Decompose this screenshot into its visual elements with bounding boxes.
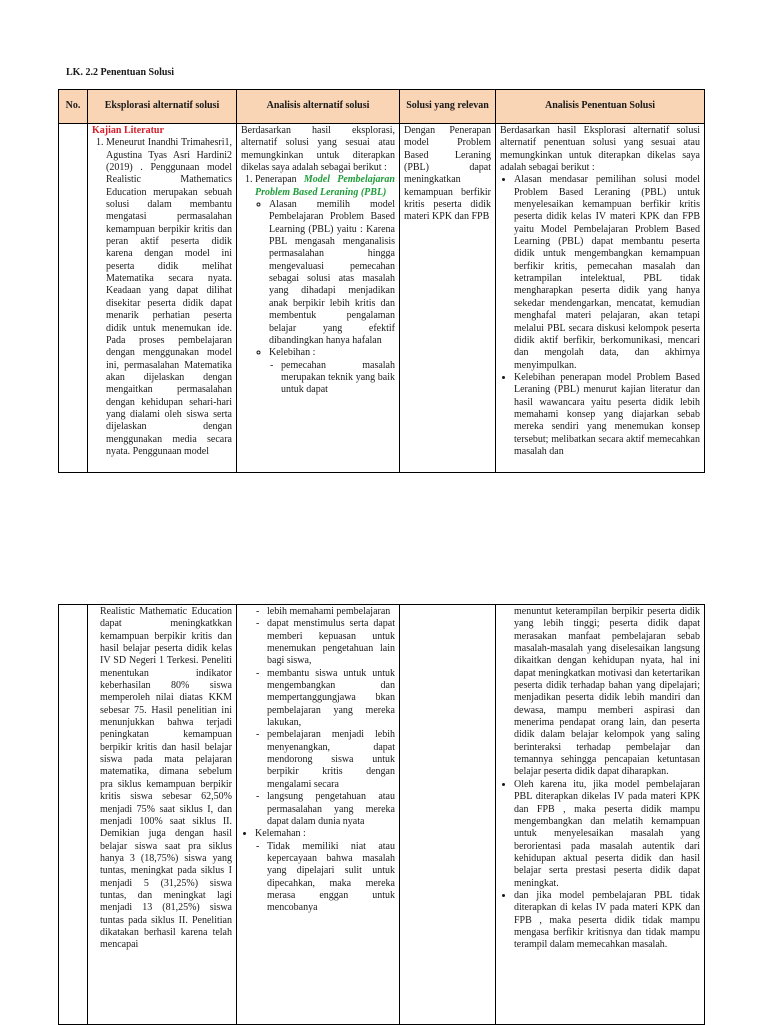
penentuan-bullet: • Alasan mendasar pemilihan solusi model Problem Based Leraning (PBL) untuk menyelesaikan kemampuan berfikir kritis peserta didik kelas IV materi KPK dan FPB yaitu Model Pembelajaran Problem Based Learning (PBL) dapat membantu peserta didik untuk mengembangkan kemampuan berfikir kritis, pemecahan masalah dan ketrampilan intelektual, PBL tidak mengharapkan peserta didik yang hanya sekedar mendengarkan, mencatat, kemudian menghafal materi pelajaran, akan tetapi melalui PBL secara diskusi kelompok peserta didik aktif berfikir, berkomunikasi, mencari dan mengolah data, dan akhirnya menyimpulkan. [514,174,700,372]
header-penentuan: Analisis Penentuan Solusi [496,90,705,124]
analisis-item-pbl [255,174,395,396]
cell-solusi-cont [400,605,496,1025]
kelebihan-item: - pembelajaran menjadi lebih menyenangkan, dapat mendorong siswa untuk berpikir kritis dengan mengalami secara [267,729,395,791]
kelebihan-item: - langsung pengetahuan atau permasalahan yang mereka dapat dalam dunia nyata [267,791,395,828]
cell-penentuan [496,124,705,473]
kelebihan-item: - membantu siswa untuk untuk mengembangkan dan mempertanggungjawa bkan pembelajaran yang mereka lakukan, [267,668,395,730]
literature-list [92,137,232,458]
pbl-lead: Penerapan [255,174,304,186]
kelemahan-label: Kelemahan : [255,828,306,840]
cell-penentuan-cont [496,605,705,1025]
penentuan-cont-text: menuntut keterampilan berpikir peserta didik yang lebih tinggi; peserta didik dapat merasakan manfaat pembelajaran sebab masalah-masalah yang diselesaikan langsung dikaitkan dengan kehidupan nyata, hal ini dapat meningkatkan motivasi dan ketertarikan peserta didik terhadap bahan yang dipelajari; menjadikan peserta didik lebih mandiri dan dewasa, mampu memberi aspirasi dan menerima pendapat orang lain, dan peserta didik dalam belajar kelompok yang saling berinteraksi terhadap pembelajar dan temannya sehingga pencapaian ketuntasan belajar peserta didik dapat diharapkan. [514,606,700,778]
pbl-details [255,199,395,397]
cell-analisis [237,124,400,473]
penentuan-bullet: • dan jika model pembelajaran PBL tidak diterapkan di kelas IV pada materi KPK dan FPB , maka peserta didik tidak mampu mengasa berfikir kritisnya dan tidak mampu terampil dalam memecahkan masalah. [514,890,700,952]
kelemahan-bullet [255,828,395,914]
analisis-list [241,174,395,396]
header-eksplorasi: Eksplorasi alternatif solusi [88,90,237,124]
pbl-model-title: Model Pembelajaran Problem Based Leraning (PBL) [255,174,395,198]
header-analisis: Analisis alternatif solusi [237,90,400,124]
kelemahan-list [255,841,395,915]
cell-eksplorasi-cont: Realistic Mathematic Education dapat meningkatkkan kemampuan berpikir kritis dan hasil belajar peserta didik kelas IV SD Negeri 1 Terkesi. Peneliti menentukan indikator keberhasilan 80% siswa memperoleh nilai diatas KKM sebesar 75. Hasil penelitian ini menunjukkan bahwa terjadi peningkatan kemampuan berpikir kritis dan hasil belajar siswa pada mata pelajaran matematika, dimana sebelum pra siklus kemampuan berpikir kritis siswa sebesar 62,50% menjadi 75% saat siklus I, dan menjadi 100% saat siklus II. Demikian juga dengan hasil belajar siswa saat pra siklus hanya 3 (18,75%) siswa yang tuntas, meningkat pada siklus I menjadi 5 (31,25%) siswa tuntas, dan meningkat lagi menjadi 13 (81,25%) siswa tuntas pada siklus II. Penelitian dikatakan berhasil karena telah mencapai [88,605,237,1025]
cell-no [59,605,88,1025]
kelebihan-list-cont [255,606,395,828]
penentuan-list [500,174,700,458]
solution-table-page-2 [58,604,705,1025]
kelebihan-bullet [269,347,395,396]
alasan-bullet: ◦ Alasan memilih model Pembelajaran Problem Based Learning (PBL) yaitu : Karena PBL mengasah menganalisis permasalahan hingga mengevaluasi pemecahan sebagai solusi atas masalah yang dihadapi menjadikan anak berpikir lebih kritis dan membentuk pengalaman belajar yang efektif dibandingkan hanya hafalan [269,199,395,347]
solution-table-page-1 [58,89,705,473]
analisis-cont-list [241,606,395,828]
kelebihan-item: - dapat menstimulus serta dapat memberi kepuasan untuk menemukan pengetahuan lain bagi siswa, [267,618,395,667]
analisis-intro: Berdasarkan hasil eksplorasi, alternatif solusi yang sesuai atau memungkinkan untuk diterapkan dikelas saya adalah sebagai berikut : [241,125,395,174]
kelebihan-item-cont-text: lebih memahami pembelajaran [267,606,391,617]
cell-analisis-cont [237,605,400,1025]
literature-item: 1. Meneurut Inandhi Trimahesri1, Agustina Tyas Asri Hardini2 (2019) . Penggunaan model Realistic Mathematics Education merupakan sebuah solusi dalam membantu mengatasi permasalahan kemampuan berpikir kritis dan peran aktif peserta didik karena dengan model ini peserta didik melihat Matematika secara nyata. Keadaan yang dapat dilihat disekitar peserta didik dapat menarik perhatian peserta didik untuk menemukan ide. Pada proses pembelajaran dengan menggunakan model ini, permasalahan Matematika akan dijelaskan dengan mengaitkan permasalahan dengan kehidupan sehari-hari yang dialami oleh siswa serta dijelaskan dengan menggunakan media secara nyata. Penggunaan model [106,137,232,458]
header-solusi: Solusi yang relevan [400,90,496,124]
header-no: No. [59,90,88,124]
penentuan-list-cont [500,779,700,952]
kelebihan-list [269,360,395,397]
penentuan-bullet: • Kelebihan penerapan model Problem Based Leraning (PBL) menurut kajian literatur dan hasil wawancara yaitu peserta didik lebih memahami konsep yang diajarkan sebab mereka sendiri yang menemukan konsep tersebut; melibatkan secara aktif memecahkan masalah dan [514,372,700,458]
penentuan-intro: Berdasarkan hasil Eksplorasi alternatif solusi alternatif penentuan solusi yang sesuai atau memungkinkan untuk diterapkan dikelas saya adalah sebagai berikut : [500,125,700,174]
cell-solusi: Dengan Penerapan model Problem Based Leraning (PBL) dapat meningkatkan kemampuan berfikir kritis peserta didik materi KPK dan FPB [400,124,496,473]
worksheet-title: LK. 2.2 Penentuan Solusi [66,67,175,78]
kelebihan-label: Kelebihan : [269,347,316,359]
kelemahan-item: - Tidak memiliki niat atau kepercayaan bahwa masalah yang dipelajari sulit untuk dipecahkan, maka mereka merasa enggan untuk mencobanya [267,841,395,915]
penentuan-bullet: • Oleh karena itu, jika model pembelajaran PBL diterapkan dikelas IV pada materi KPK dan FPB , maka peserta didik mampu mengembangkan dan melatih kemampuan untuk menyelesaikan masalah yang berorientasi pada masalah autentik dari kehidupan aktual peserta didik dan hasil belajar serta prestasi peserta didik dapat meningkat. [514,779,700,890]
cell-no [59,124,88,473]
cell-eksplorasi [88,124,237,473]
kelebihan-item-cont [267,606,395,618]
kelemahan-bullet-list [241,828,395,914]
kelebihan-item: - pemecahan masalah merupakan teknik yang baik untuk dapat [281,360,395,397]
kajian-literatur-heading: Kajian Literatur [92,125,164,136]
